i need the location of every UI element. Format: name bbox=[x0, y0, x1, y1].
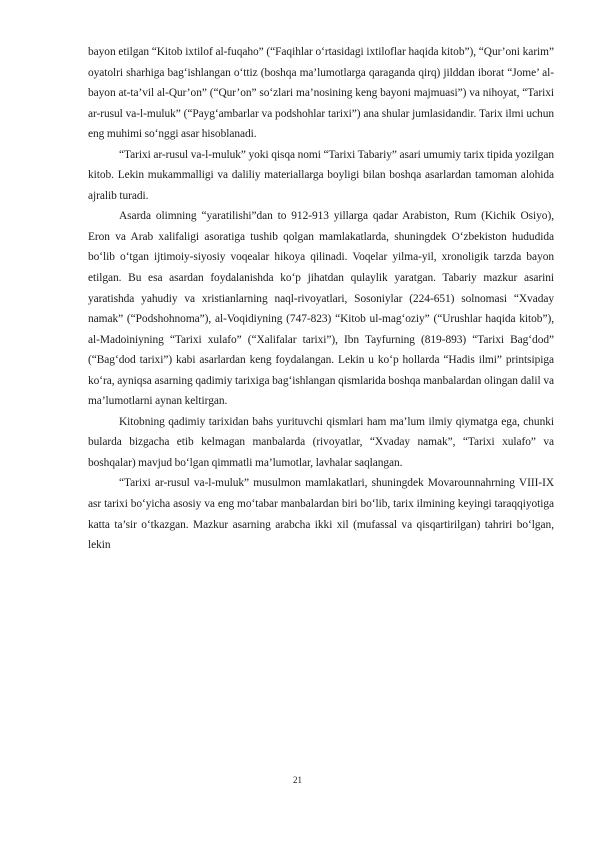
paragraph-4: Kitobning qadimiy tarixidan bahs yurituvchi qismlari ham ma’lum ilmiy qiymatga ega, chunki bularda bizgacha etib kelmagan manbalarda (rivoyatlar, “Xvaday namak”, “Tarixi xulafo” va boshqalar) mavjud bo‘lgan qimmatli ma’lumotlar, lavhalar saqlangan. bbox=[88, 415, 554, 469]
paragraph-2: “Tarixi ar-rusul va-l-muluk” yoki qisqa nomi “Tarixi Tabariy” asari umumiy tarix tipida yozilgan kitob. Lekin mukammalligi va daliliy materiallarga boyligi bilan boshqa asarlardan tamoman alohida ajralib turadi. bbox=[88, 148, 554, 202]
page-number: 21 bbox=[293, 775, 302, 785]
paragraph-5: “Tarixi ar-rusul va-l-muluk” musulmon mamlakatlari, shuningdek Movarounnahrning VIII-IX asr tarixi bo‘yicha asosiy va eng mo‘tabar manbalardan biri bo‘lib, tarix ilmining keyingi taraqqiyotiga katta ta’sir o‘tkazgan. Mazkur asarning arabcha ikki xil (mufassal va qisqartirilgan) tahriri bo‘lgan, lekin bbox=[88, 477, 554, 552]
paragraph-1: bayon etilgan “Kitob ixtilof al-fuqaho” (“Faqihlar o‘rtasidagi ixtiloflar haqida kitob”), “Qur’oni karim” oyatolri sharhiga bag‘ishlangan o‘ttiz (boshqa ma’lumotlarga qaraganda qirq) jilddan iborat “Jome’ al-bayon at-ta’vil al-Qur’on” (“Qur’on” so‘zlari ma’nosining keng bayoni majmuasi”) va nihoyat, “Tarixi ar-rusul va-l-muluk” (“Payg‘ambarlar va podshohlar tarixi”) ana shular jumlasidandir. Tarix ilmi uchun eng muhimi so‘nggi asar hisoblanadi. bbox=[88, 46, 554, 141]
page-body bbox=[88, 42, 554, 556]
paragraph-3: Asarda olimning “yaratilishi”dan to 912-913 yillarga qadar Arabiston, Rum (Kichik Osiyo), Eron va Arab xalifaligi asoratiga tushib qolgan mamlakatlarda, shuningdek O‘zbekiston hududida bo‘lib o‘tgan ijtimoiy-siyosiy voqealar hikoya qilinadi. Voqelar yilma-yil, xronoligik tarzda bayon etilgan. Bu esa asardan foydalanishda ko‘p jihatdan qulaylik yaratgan. Tabariy mazkur asarini yaratishda yahudiy va xristianlarning naql-rivoyatlari, Sosoniylar (224-651) solnomasi “Xvaday namak” (“Podshohnoma”), al-Voqidiyning (747-823) “Kitob ul-mag‘oziy” (“Urushlar haqida kitob”), al-Madoiniyning “Tarixi xulafo” (“Xalifalar tarixi”), Ibn Tayfurning (819-893) “Tarixi Bag‘dod” (“Bag‘dod tarixi”) kabi asarlardan keng foydalangan. Lekin u ko‘p hollarda “Hadis ilmi” printsipiga ko‘ra, ayniqsa asarning qadimiy tarixiga bag‘ishlangan qismlarida boshqa manbalardan olingan dalil va ma’lumotlarni aynan keltirgan. bbox=[88, 210, 554, 408]
